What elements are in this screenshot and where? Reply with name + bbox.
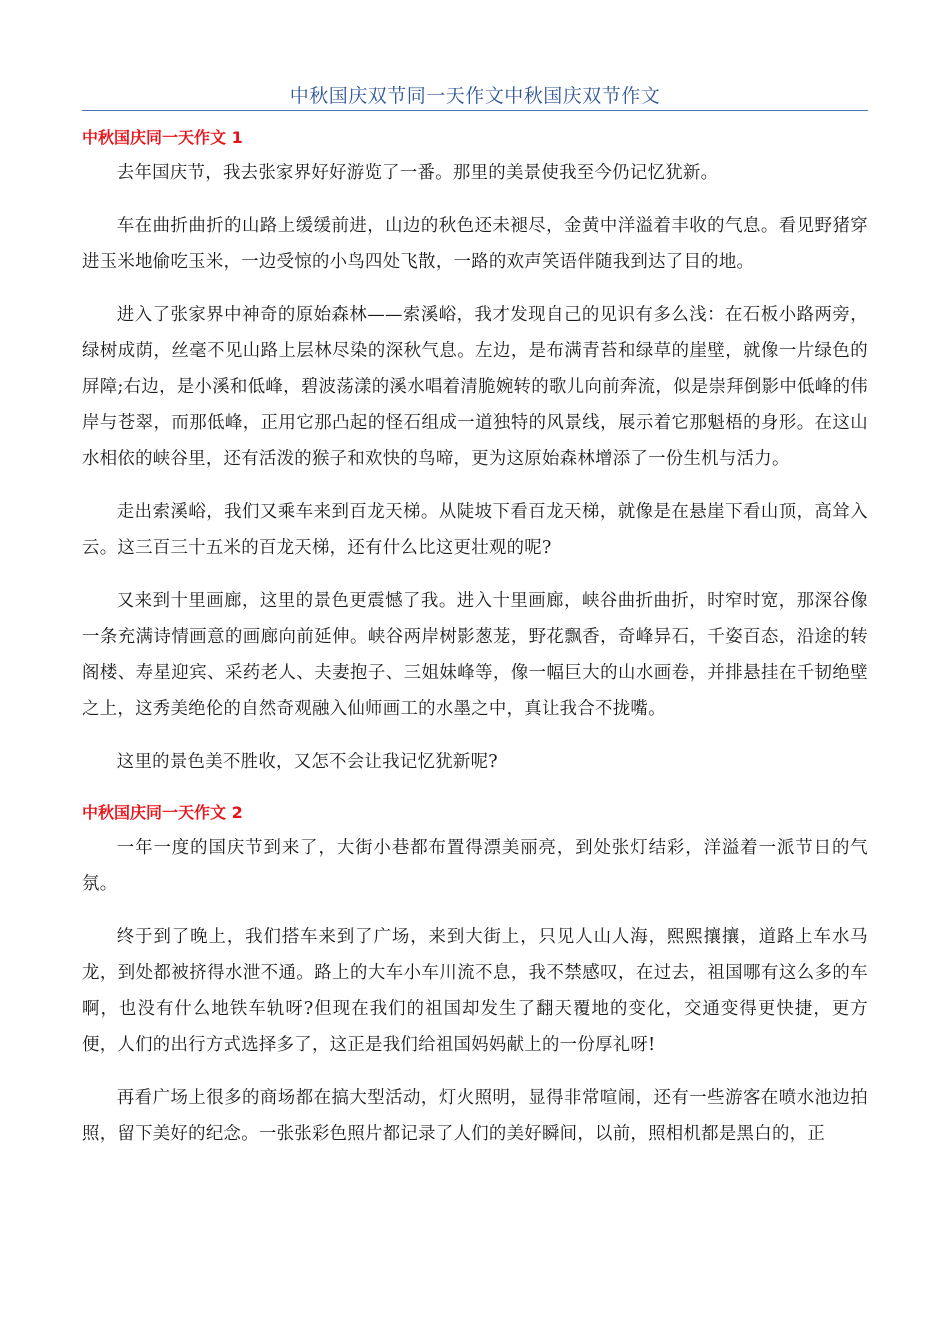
section-heading: 中秋国庆同一天作文 2	[82, 803, 243, 822]
essay-section-1	[82, 125, 868, 780]
document-body	[82, 125, 868, 1152]
paragraph: 去年国庆节，我去张家界好好游览了一番。那里的美景使我至今仍记忆犹新。	[116, 163, 719, 183]
paragraph: 终于到了晚上，我们搭车来到了广场，来到大街上，只见人山人海，熙熙攘攘，道路上车水马龙，到处都被挤得水泄不通。路上的大车小车川流不息，我不禁感叹，在过去，祖国哪有这么多的车啊，也没有什么地铁车轨呀?但现在我们的祖国却发生了翻天覆地的变化，交通变得更快捷，更方便，人们的出行方式选择多了，这正是我们给祖国妈妈献上的一份厚礼呀!	[82, 927, 868, 1055]
paragraph: 一年一度的国庆节到来了，大街小巷都布置得漂美丽亮，到处张灯结彩，洋溢着一派节日的气氛。	[82, 838, 868, 894]
paragraph: 这里的景色美不胜收，又怎不会让我记忆犹新呢?	[116, 752, 498, 772]
title-divider	[82, 110, 868, 111]
paragraph: 走出索溪峪，我们又乘车来到百龙天梯。从陡坡下看百龙天梯，就像是在悬崖下看山顶，高耸入云。这三百三十五米的百龙天梯，还有什么比这更壮观的呢?	[82, 502, 868, 558]
paragraph: 再看广场上很多的商场都在搞大型活动，灯火照明，显得非常喧闹，还有一些游客在喷水池边拍照，留下美好的纪念。一张张彩色照片都记录了人们的美好瞬间，以前，照相机都是黑白的，正	[82, 1088, 868, 1144]
document-title: 中秋国庆双节同一天作文中秋国庆双节作文	[289, 85, 661, 107]
essay-section-2	[82, 800, 868, 1152]
paragraph: 车在曲折曲折的山路上缓缓前进，山边的秋色还未褪尽，金黄中洋溢着丰收的气息。看见野猪穿进玉米地偷吃玉米，一边受惊的小鸟四处飞散，一路的欢声笑语伴随我到达了目的地。	[82, 216, 868, 272]
paragraph: 进入了张家界中神奇的原始森林——索溪峪，我才发现自己的见识有多么浅：在石板小路两旁，绿树成荫，丝毫不见山路上层林尽染的深秋气息。左边，是布满青苔和绿草的崖壁，就像一片绿色的屏障;右边，是小溪和低峰，碧波荡漾的溪水唱着清脆婉转的歌儿向前奔流，似是崇拜倒影中低峰的伟岸与苍翠，而那低峰，正用它那凸起的怪石组成一道独特的风景线，展示着它那魁梧的身形。在这山水相依的峡谷里，还有活泼的猴子和欢快的鸟啼，更为这原始森林增添了一份生机与活力。	[82, 305, 868, 469]
section-heading: 中秋国庆同一天作文 1	[82, 128, 243, 147]
paragraph: 又来到十里画廊，这里的景色更震憾了我。进入十里画廊，峡谷曲折曲折，时窄时宽，那深谷像一条充满诗情画意的画廊向前延伸。峡谷两岸树影葱茏，野花飘香，奇峰异石，千姿百态，沿途的转阁楼、寿星迎宾、采药老人、夫妻抱子、三姐妹峰等，像一幅巨大的山水画卷，并排悬挂在千韧绝壁之上，这秀美绝伦的自然奇观融入仙师画工的水墨之中，真让我合不拢嘴。	[82, 591, 868, 719]
